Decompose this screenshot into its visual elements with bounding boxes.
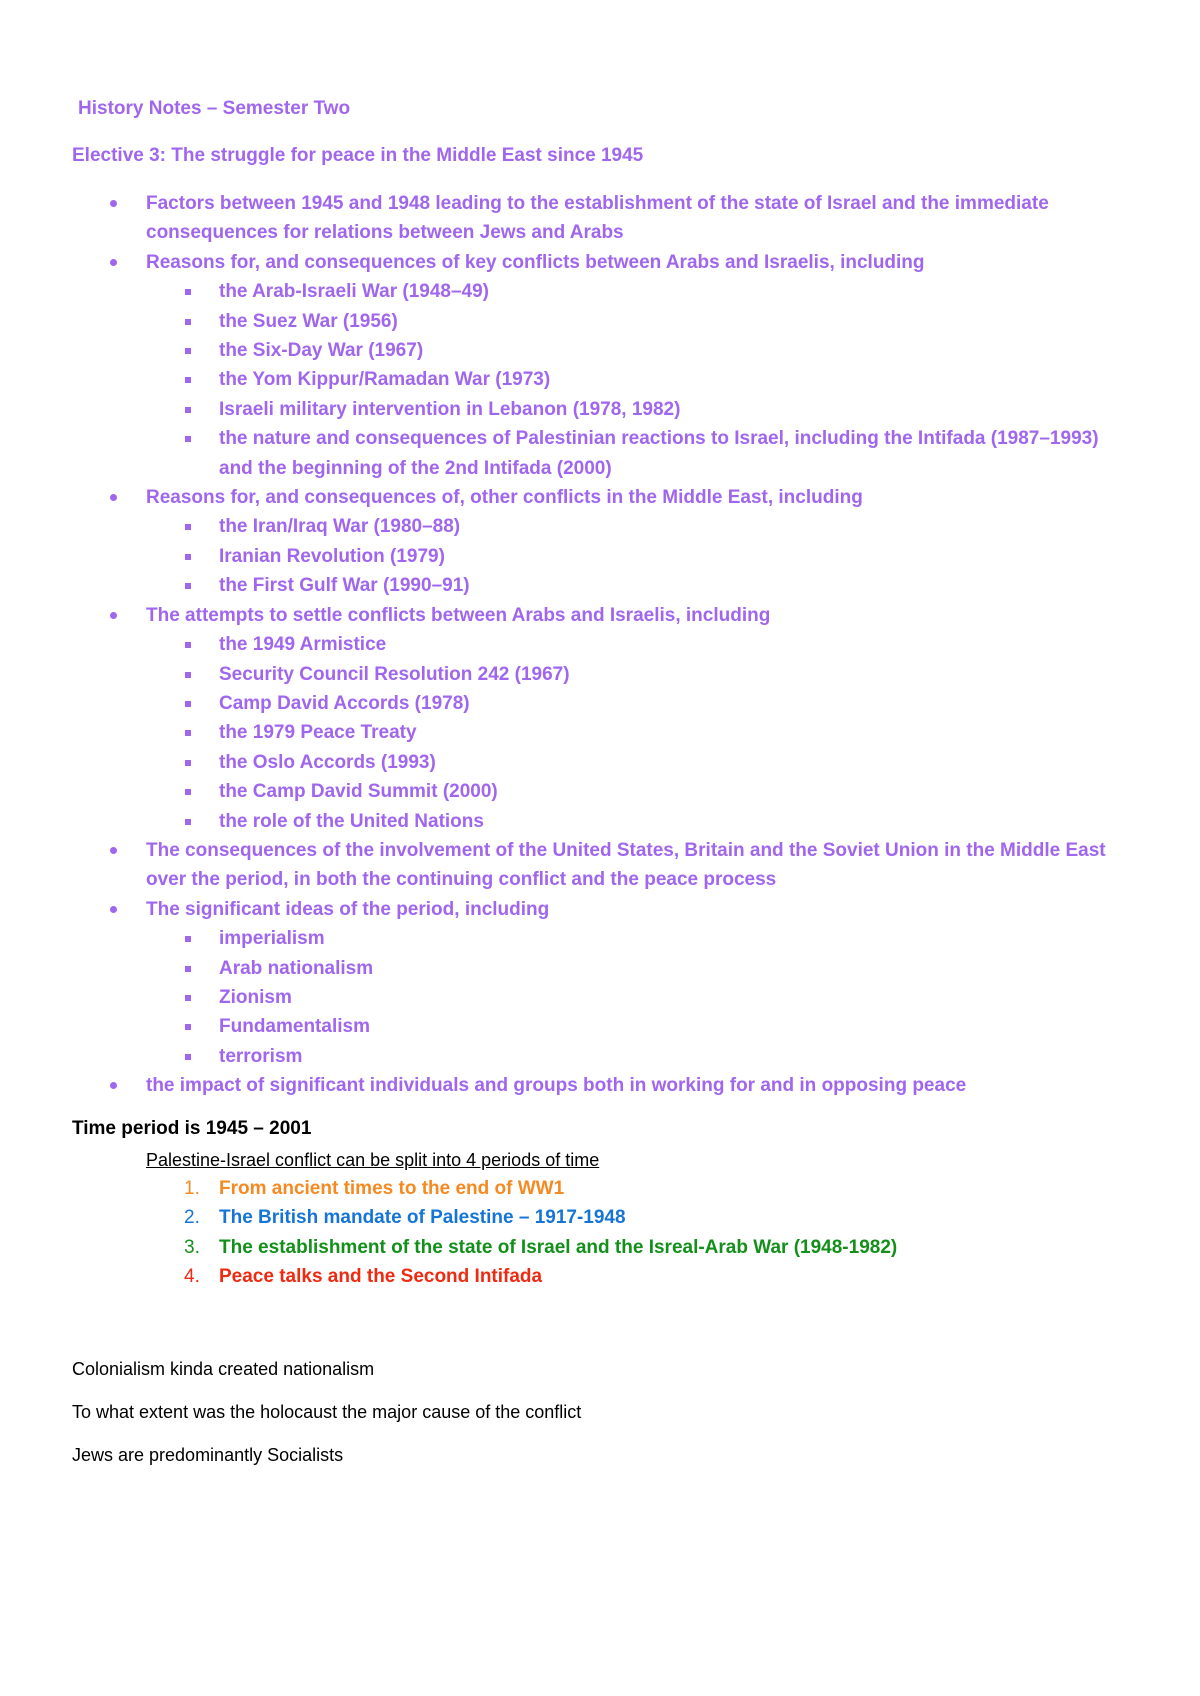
outline-subitem	[0, 307, 1200, 336]
outline-subitem	[0, 718, 1200, 747]
outline-text: and the beginning of the 2nd Intifada (2000)	[219, 457, 612, 479]
outline-text: The significant ideas of the period, including	[146, 898, 550, 920]
outline-subitem	[0, 365, 1200, 394]
outline-text: the Suez War (1956)	[219, 310, 398, 332]
outline-text: Arab nationalism	[219, 957, 374, 979]
outline-subitem	[0, 336, 1200, 365]
period-number: 3.	[184, 1236, 200, 1258]
elective-heading: Elective 3: The struggle for peace in the Middle East since 1945	[72, 145, 644, 166]
period-item	[0, 1262, 1200, 1291]
syllabus-outline	[0, 189, 1200, 1101]
document-title: History Notes – Semester Two	[78, 98, 351, 119]
outline-subitem	[0, 571, 1200, 600]
outline-text: the Yom Kippur/Ramadan War (1973)	[219, 369, 551, 391]
square-bullet-icon	[185, 995, 191, 1001]
outline-item	[0, 601, 1200, 630]
outline-text: the First Gulf War (1990–91)	[219, 575, 470, 597]
outline-text: Camp David Accords (1978)	[219, 692, 470, 714]
period-text: The British mandate of Palestine – 1917-1948	[219, 1207, 626, 1229]
square-bullet-icon	[185, 789, 191, 795]
outline-text: consequences for relations between Jews and Arabs	[146, 222, 624, 244]
outline-item	[0, 189, 1200, 218]
square-bullet-icon	[185, 1054, 191, 1060]
outline-text: the Arab-Israeli War (1948–49)	[219, 281, 489, 303]
outline-text: the Six-Day War (1967)	[219, 340, 424, 362]
square-bullet-icon	[185, 672, 191, 678]
outline-text: Fundamentalism	[219, 1016, 370, 1038]
square-bullet-icon	[185, 524, 191, 530]
square-bullet-icon	[185, 554, 191, 560]
outline-item	[0, 865, 1200, 894]
square-bullet-icon	[185, 289, 191, 295]
outline-text: The attempts to settle conflicts between Arabs and Israelis, including	[146, 604, 771, 626]
square-bullet-icon	[185, 319, 191, 325]
period-text: Peace talks and the Second Intifada	[219, 1266, 543, 1288]
outline-subitem	[0, 277, 1200, 306]
outline-text: Reasons for, and consequences of, other conflicts in the Middle East, including	[146, 487, 863, 509]
outline-subitem	[0, 924, 1200, 953]
square-bullet-icon	[185, 436, 191, 442]
period-text: The establishment of the state of Israel and the Isreal-Arab War (1948-1982)	[219, 1236, 898, 1258]
round-bullet-icon	[110, 1082, 117, 1089]
outline-subitem	[0, 807, 1200, 836]
period-number: 4.	[184, 1266, 200, 1288]
period-text: From ancient times to the end of WW1	[219, 1178, 565, 1199]
outline-text: the nature and consequences of Palestinian reactions to Israel, including the Intifada (1987–1993)	[219, 428, 1099, 450]
square-bullet-icon	[185, 701, 191, 707]
outline-text: terrorism	[219, 1045, 303, 1067]
square-bullet-icon	[185, 966, 191, 972]
note-colonialism: Colonialism kinda created nationalism	[72, 1359, 375, 1379]
outline-subitem	[0, 777, 1200, 806]
outline-text: the Oslo Accords (1993)	[219, 751, 436, 773]
square-bullet-icon	[185, 642, 191, 648]
outline-text: The consequences of the involvement of the United States, Britain and the Soviet Union in the Middle East	[146, 839, 1106, 861]
period-item	[0, 1233, 1200, 1262]
outline-text: the 1979 Peace Treaty	[219, 722, 417, 744]
outline-item	[0, 1071, 1200, 1100]
round-bullet-icon	[110, 612, 117, 619]
outline-subitem	[0, 454, 1200, 483]
outline-text: the role of the United Nations	[219, 810, 484, 832]
outline-item	[0, 218, 1200, 247]
note-socialists: Jews are predominantly Socialists	[72, 1445, 344, 1465]
round-bullet-icon	[110, 906, 117, 913]
outline-subitem	[0, 1042, 1200, 1071]
outline-text: the Camp David Summit (2000)	[219, 781, 498, 803]
outline-subitem	[0, 424, 1200, 453]
periods-list	[0, 1174, 1200, 1292]
period-number: 2.	[184, 1207, 200, 1229]
outline-item	[0, 836, 1200, 865]
square-bullet-icon	[185, 936, 191, 942]
outline-subitem	[0, 748, 1200, 777]
round-bullet-icon	[110, 847, 117, 854]
note-holocaust: To what extent was the holocaust the major cause of the conflict	[72, 1402, 582, 1422]
outline-item	[0, 248, 1200, 277]
period-item	[0, 1203, 1200, 1232]
square-bullet-icon	[185, 583, 191, 589]
outline-text: the impact of significant individuals and groups both in working for and in opposing peace	[146, 1075, 967, 1097]
outline-text: imperialism	[219, 928, 325, 950]
square-bullet-icon	[185, 407, 191, 413]
round-bullet-icon	[110, 200, 117, 207]
outline-subitem	[0, 512, 1200, 541]
square-bullet-icon	[185, 348, 191, 354]
round-bullet-icon	[110, 494, 117, 501]
outline-subitem	[0, 542, 1200, 571]
outline-text: Factors between 1945 and 1948 leading to the establishment of the state of Israel and the immediate	[146, 193, 1049, 214]
periods-intro: Palestine-Israel conflict can be split into 4 periods of time	[146, 1150, 600, 1170]
time-period-heading: Time period is 1945 – 2001	[72, 1118, 312, 1139]
period-item	[0, 1174, 1200, 1203]
outline-text: the 1949 Armistice	[219, 634, 387, 656]
outline-subitem	[0, 630, 1200, 659]
outline-subitem	[0, 660, 1200, 689]
square-bullet-icon	[185, 1024, 191, 1030]
outline-item	[0, 895, 1200, 924]
round-bullet-icon	[110, 259, 117, 266]
outline-text: over the period, in both the continuing conflict and the peace process	[146, 869, 777, 891]
outline-text: Iranian Revolution (1979)	[219, 545, 445, 567]
outline-subitem	[0, 1012, 1200, 1041]
outline-text: Reasons for, and consequences of key conflicts between Arabs and Israelis, including	[146, 251, 925, 273]
outline-text: Zionism	[219, 986, 292, 1008]
square-bullet-icon	[185, 377, 191, 383]
outline-subitem	[0, 983, 1200, 1012]
outline-subitem	[0, 395, 1200, 424]
outline-text: Security Council Resolution 242 (1967)	[219, 663, 570, 685]
square-bullet-icon	[185, 819, 191, 825]
square-bullet-icon	[185, 730, 191, 736]
period-number: 1.	[184, 1178, 200, 1199]
square-bullet-icon	[185, 760, 191, 766]
outline-item	[0, 483, 1200, 512]
outline-subitem	[0, 689, 1200, 718]
outline-text: Israeli military intervention in Lebanon (1978, 1982)	[219, 398, 681, 420]
outline-text: the Iran/Iraq War (1980–88)	[219, 516, 461, 538]
outline-subitem	[0, 954, 1200, 983]
